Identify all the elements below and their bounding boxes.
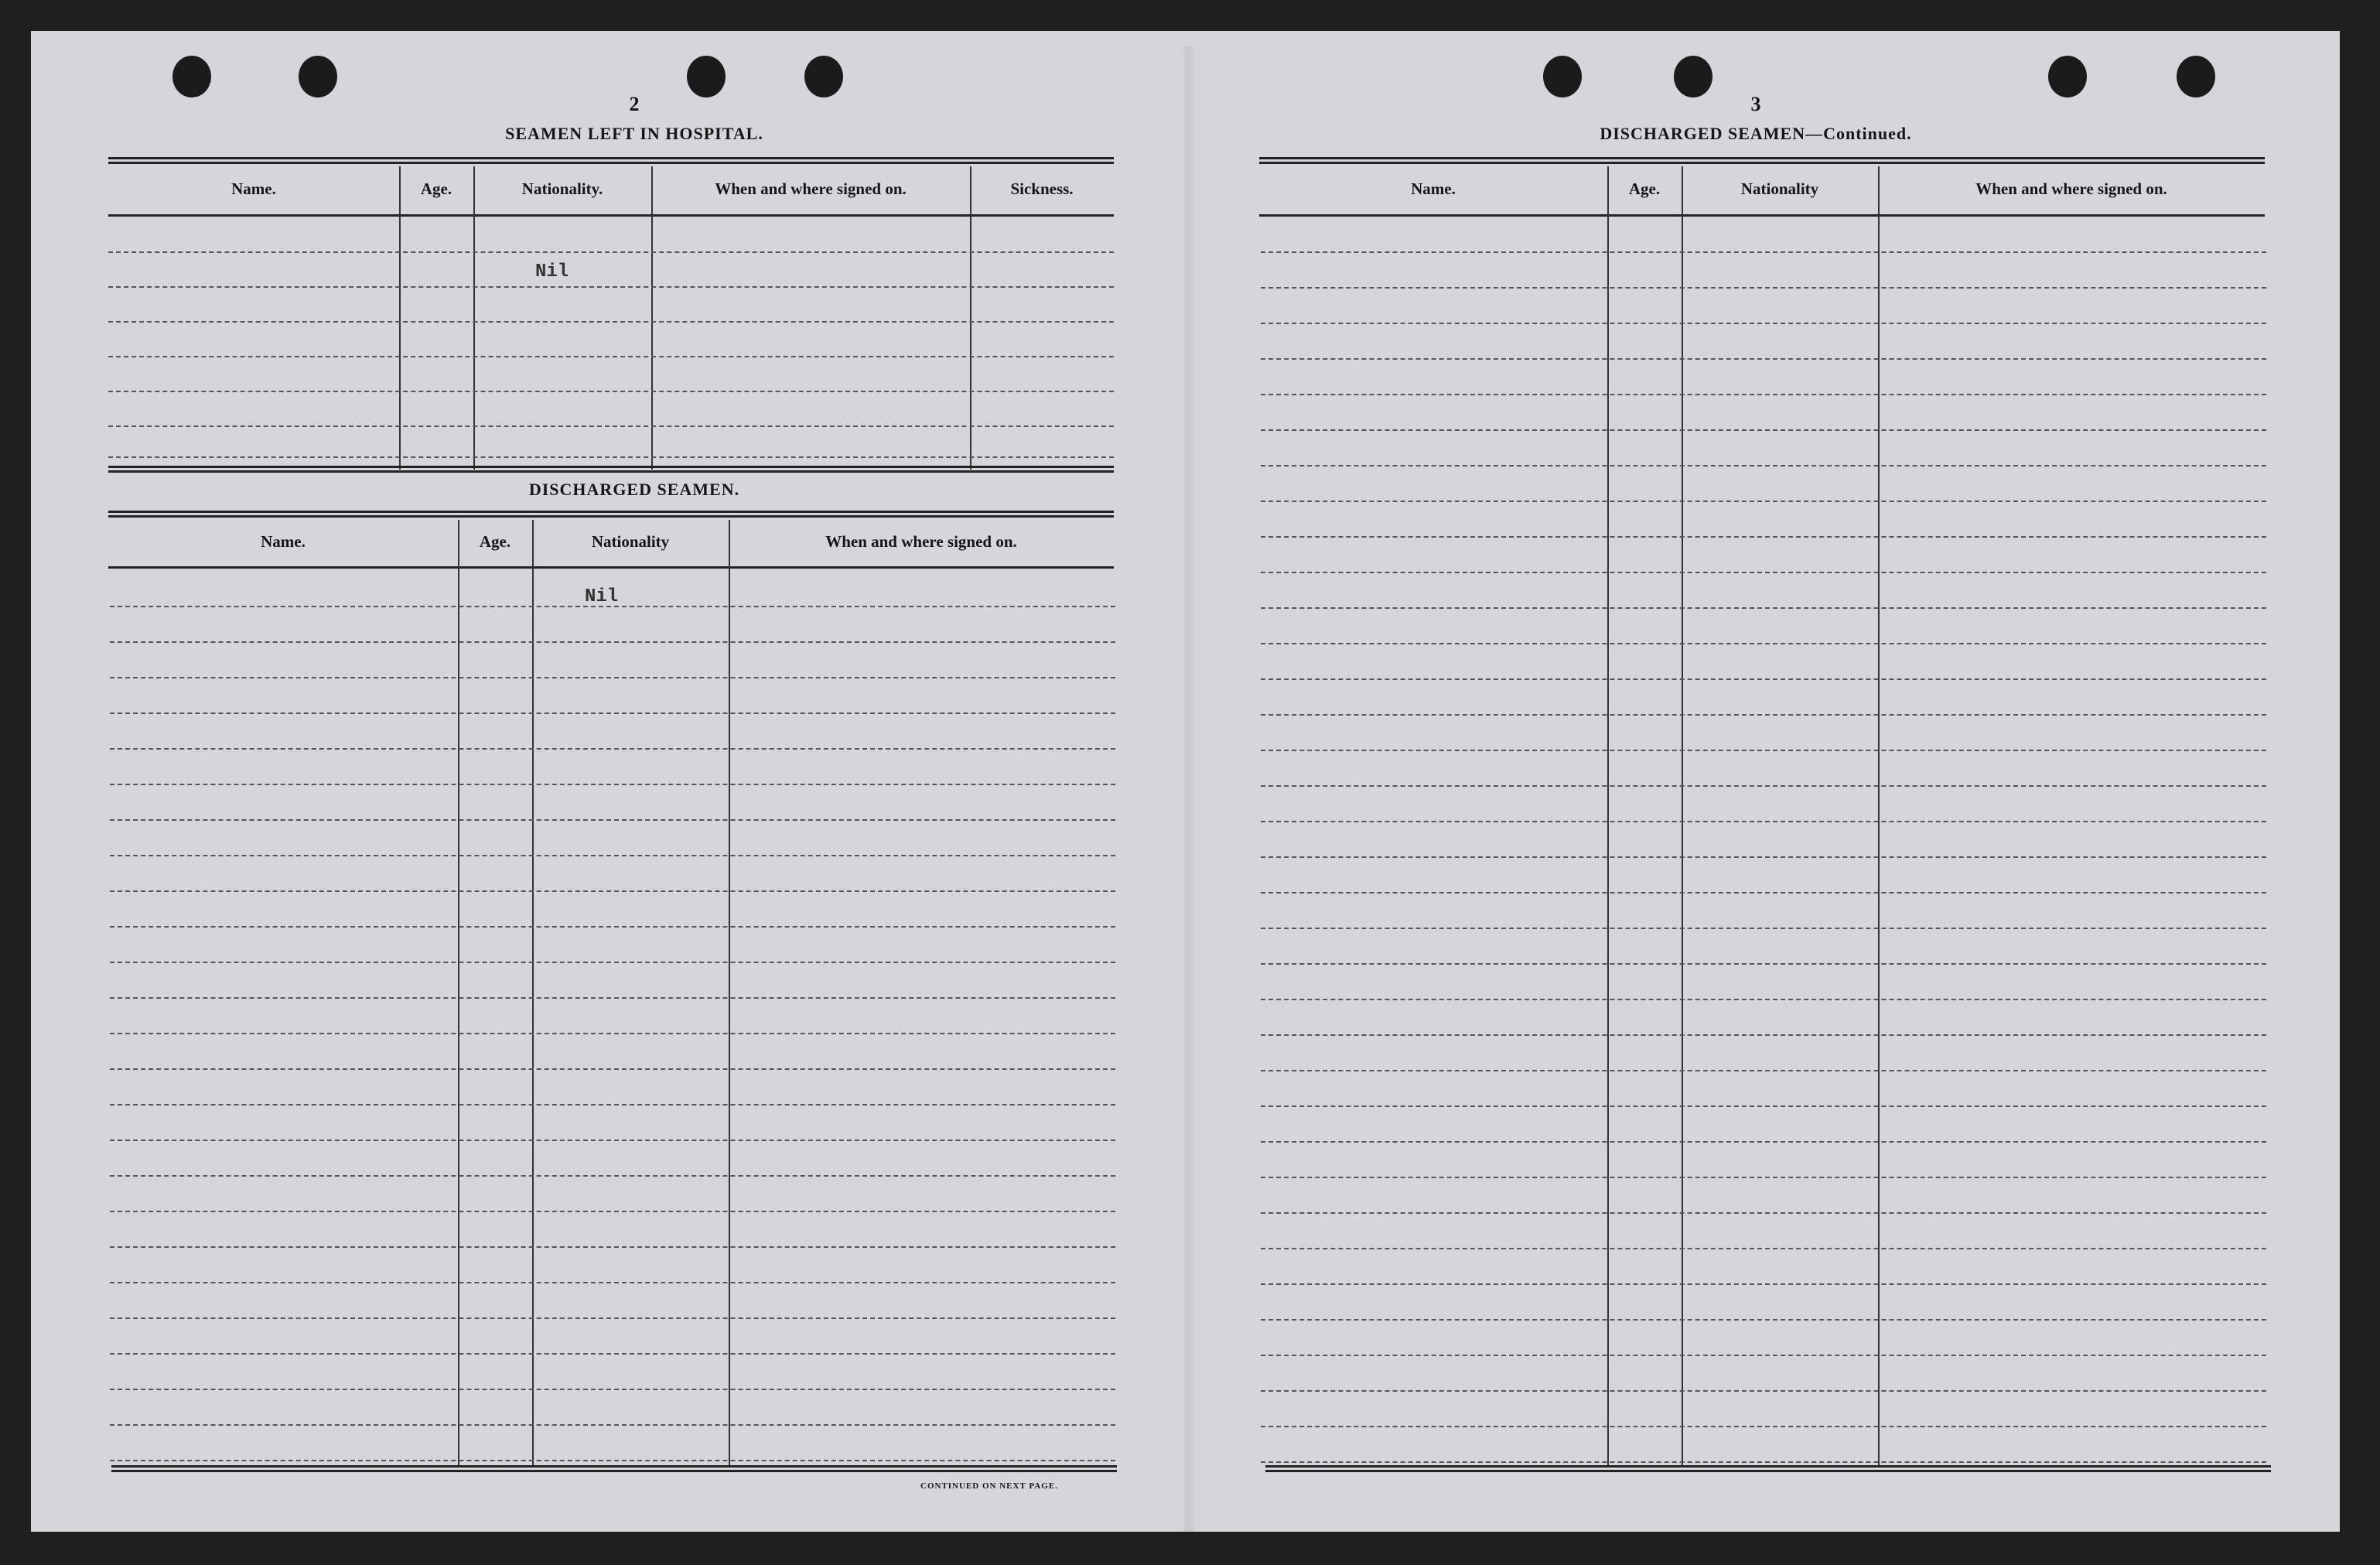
row-line xyxy=(110,1175,1115,1177)
hospital-col-signed-on: When and where signed on. xyxy=(715,179,907,198)
row-line xyxy=(110,712,1115,714)
row-line xyxy=(1261,1355,2266,1356)
discharged-continued-title: DISCHARGED SEAMEN—Continued. xyxy=(1600,124,1912,143)
right-col-signed-on: When and where signed on. xyxy=(1975,179,2167,198)
right-col-age: Age. xyxy=(1628,179,1661,198)
row-line xyxy=(1261,287,2266,289)
row-line xyxy=(1261,1426,2266,1427)
row-line xyxy=(1261,607,2266,609)
row-line xyxy=(110,1389,1115,1390)
row-line xyxy=(1261,1390,2266,1392)
row-line xyxy=(1261,785,2266,787)
row-line xyxy=(1261,714,2266,716)
hospital-row-line xyxy=(108,251,1114,253)
row-line xyxy=(1261,963,2266,965)
row-line xyxy=(110,1353,1115,1355)
hospital-top-rule xyxy=(108,157,1114,164)
hospital-divider xyxy=(399,166,401,470)
discharged-header-rule xyxy=(108,566,1114,569)
row-line xyxy=(110,1246,1115,1248)
row-line xyxy=(1261,1070,2266,1071)
row-line xyxy=(110,784,1115,785)
punch-hole-icon xyxy=(1543,56,1582,97)
row-line xyxy=(1261,323,2266,324)
row-line xyxy=(110,855,1115,856)
right-divider xyxy=(1682,166,1683,1466)
discharged-col-signed-on: When and where signed on. xyxy=(825,532,1017,551)
punch-hole-icon xyxy=(2048,56,2087,97)
right-col-nationality: Nationality xyxy=(1740,179,1819,198)
row-line xyxy=(110,1317,1115,1319)
row-line xyxy=(1261,1034,2266,1036)
hospital-row-line xyxy=(108,356,1114,357)
row-line xyxy=(1261,1141,2266,1143)
right-header-rule xyxy=(1259,214,2265,217)
punch-hole-icon xyxy=(2177,56,2215,97)
row-line xyxy=(1261,999,2266,1000)
page-number-right: 3 xyxy=(1750,93,1761,115)
discharged-nationality-entry: Nil xyxy=(585,586,619,607)
discharged-divider xyxy=(458,520,459,1465)
row-line xyxy=(110,1033,1115,1034)
page-number-left: 2 xyxy=(629,93,640,115)
hospital-col-name: Name. xyxy=(231,179,276,198)
discharged-divider xyxy=(532,520,534,1465)
row-line xyxy=(1261,572,2266,573)
punch-hole-icon xyxy=(1674,56,1712,97)
hospital-col-sickness: Sickness. xyxy=(1010,179,1074,198)
row-line xyxy=(1261,643,2266,644)
row-line xyxy=(1261,429,2266,431)
row-line xyxy=(110,641,1115,643)
row-line xyxy=(1261,678,2266,680)
row-line xyxy=(1261,892,2266,894)
row-line xyxy=(110,819,1115,821)
row-line xyxy=(1261,856,2266,858)
hospital-row-line xyxy=(108,391,1114,392)
hospital-divider xyxy=(651,166,653,470)
hospital-col-age: Age. xyxy=(420,179,452,198)
hospital-row-line xyxy=(108,425,1114,427)
row-line xyxy=(110,997,1115,999)
row-line xyxy=(1261,358,2266,360)
row-line xyxy=(1261,1212,2266,1214)
row-line xyxy=(1261,501,2266,502)
row-line xyxy=(1261,1461,2266,1463)
discharged-bottom-rule xyxy=(111,1465,1117,1472)
punch-hole-icon xyxy=(172,56,211,97)
hospital-header-rule xyxy=(108,214,1114,217)
row-line xyxy=(110,1104,1115,1105)
row-line xyxy=(110,677,1115,678)
right-bottom-rule xyxy=(1265,1465,2271,1472)
discharged-top-rule xyxy=(108,511,1114,518)
punch-hole-icon xyxy=(687,56,726,97)
row-line xyxy=(1261,1248,2266,1249)
discharged-col-nationality: Nationality xyxy=(591,532,670,551)
punch-hole-icon xyxy=(804,56,843,97)
punch-hole-icon xyxy=(299,56,337,97)
row-line xyxy=(110,748,1115,750)
row-line xyxy=(110,1211,1115,1212)
row-line xyxy=(1261,1283,2266,1285)
right-col-name: Name. xyxy=(1411,179,1456,198)
row-line xyxy=(110,1282,1115,1283)
row-line xyxy=(1261,750,2266,751)
page-fold xyxy=(1183,46,1194,1532)
row-line xyxy=(1261,251,2266,253)
hospital-nationality-entry: Nil xyxy=(535,261,569,282)
hospital-row-line xyxy=(108,456,1114,458)
discharged-section-title: DISCHARGED SEAMEN. xyxy=(528,480,740,499)
row-line xyxy=(1261,1105,2266,1107)
hospital-divider xyxy=(473,166,475,470)
discharged-divider xyxy=(729,520,730,1465)
discharged-col-name: Name. xyxy=(261,532,306,551)
discharged-col-age: Age. xyxy=(479,532,511,551)
right-divider xyxy=(1607,166,1609,1466)
hospital-bottom-rule xyxy=(108,466,1114,473)
hospital-section-title: SEAMEN LEFT IN HOSPITAL. xyxy=(505,124,763,143)
continued-note: CONTINUED ON NEXT PAGE. xyxy=(920,1481,1058,1491)
row-line xyxy=(1261,928,2266,929)
hospital-row-line xyxy=(108,321,1114,323)
row-line xyxy=(110,926,1115,928)
row-line xyxy=(110,962,1115,963)
row-line xyxy=(110,1460,1115,1461)
row-line xyxy=(110,1068,1115,1070)
row-line xyxy=(1261,821,2266,822)
row-line xyxy=(1261,465,2266,466)
ledger-sheet xyxy=(31,31,2340,1532)
row-line xyxy=(1261,1319,2266,1321)
row-line xyxy=(1261,394,2266,395)
row-line xyxy=(1261,536,2266,538)
row-line xyxy=(1261,1177,2266,1178)
right-top-rule xyxy=(1259,157,2265,164)
row-line xyxy=(110,1140,1115,1141)
row-line xyxy=(110,890,1115,892)
hospital-col-nationality: Nationality. xyxy=(521,179,603,198)
right-divider xyxy=(1878,166,1880,1466)
hospital-divider xyxy=(970,166,971,470)
hospital-row-line xyxy=(108,286,1114,288)
row-line xyxy=(110,1424,1115,1426)
